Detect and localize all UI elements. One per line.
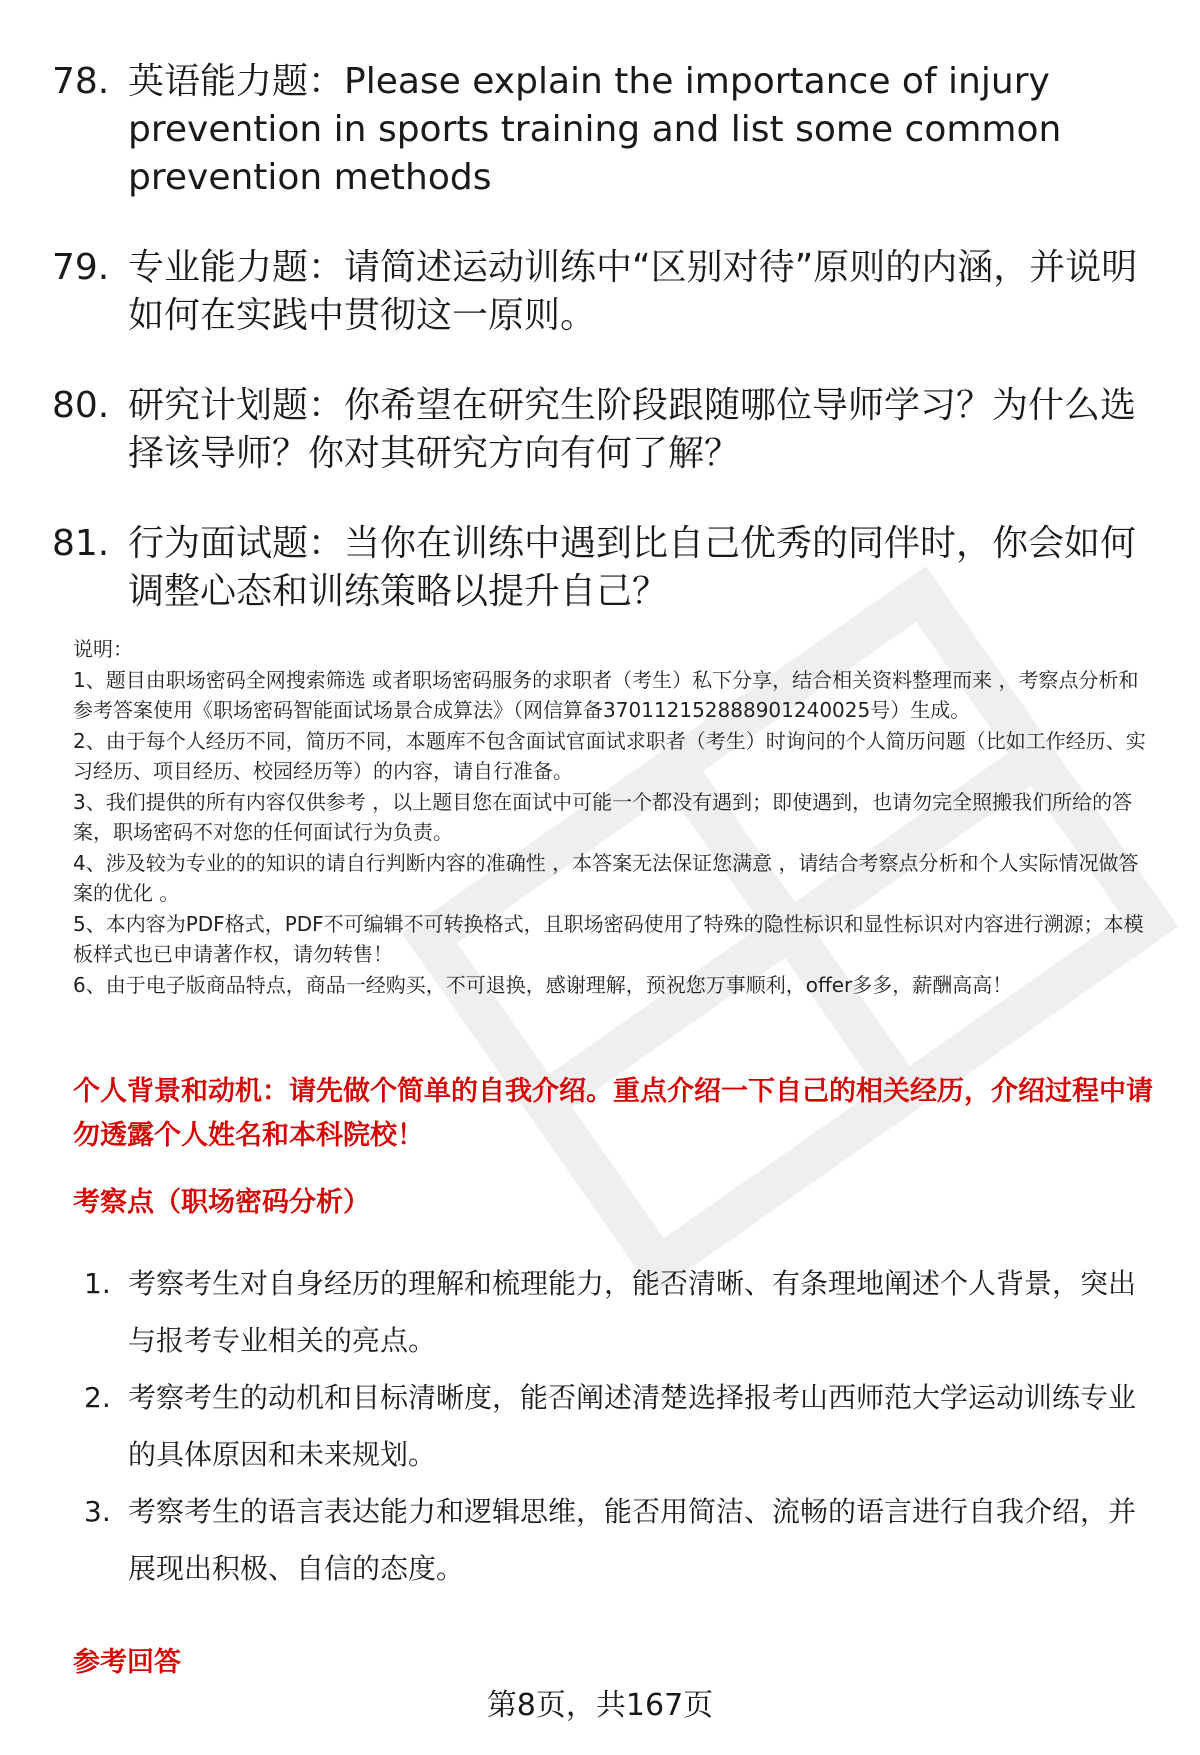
question-item	[52, 58, 1152, 202]
section-question: 个人背景和动机：请先做个简单的自我介绍。重点介绍一下自己的相关经历，介绍过程中请勿透露个人姓名和本科院校！	[73, 1076, 1153, 1151]
question-number: 79.	[52, 247, 110, 288]
analysis-point	[84, 1255, 1154, 1369]
answer-title: 参考回答	[73, 1647, 181, 1678]
note-item: 3、我们提供的所有内容仅供参考 ，以上题目您在面试中可能一个都没有遇到；即使遇到，也请勿完全照搬我们所给的答案，职场密码不对您的任何面试行为负责。	[73, 789, 1133, 844]
point-number: 3.	[84, 1495, 111, 1528]
question-text: 行为面试题：当你在训练中遇到比自己优秀的同伴时，你会如何调整心态和训练策略以提升自己？	[128, 523, 1137, 612]
question-number: 78.	[52, 61, 110, 102]
note-item: 6、由于电子版商品特点，商品一经购买，不可退换，感谢理解，预祝您万事顺利，offer多多，薪酬高高！	[73, 972, 1013, 997]
kaochadian-title: 考察点（职场密码分析）	[73, 1187, 370, 1218]
analysis-point	[84, 1483, 1154, 1597]
question-number: 80.	[52, 385, 110, 426]
analysis-points	[84, 1255, 1154, 1597]
question-item	[52, 520, 1152, 616]
question-text: 英语能力题：Please explain the importance of injury prevention in sports training and list some common prevention methods	[128, 61, 1062, 198]
note-item: 4、涉及较为专业的的知识的请自行判断内容的准确性 ，本答案无法保证您满意 ，请结合考察点分析和个人实际情况做答案的优化 。	[73, 850, 1139, 905]
point-text: 考察考生的语言表达能力和逻辑思维，能否用简洁、流畅的语言进行自我介绍，并展现出积极、自信的态度。	[128, 1495, 1137, 1585]
note-item: 1、题目由职场密码全网搜索筛选 或者职场密码服务的求职者（考生）私下分享，结合相关资料整理而来 ，考察点分析和参考答案使用《职场密码智能面试场景合成算法》（网信算备370112152888901240025号）生成。	[73, 667, 1139, 722]
page-footer: 第8页，共167页	[486, 1688, 714, 1723]
notes-heading: 说明：	[73, 637, 133, 661]
question-text: 专业能力题：请简述运动训练中“区别对待”原则的内涵，并说明如何在实践中贯彻这一原则。	[128, 247, 1138, 336]
point-text: 考察考生的动机和目标清晰度，能否阐述清楚选择报考山西师范大学运动训练专业的具体原因和未来规划。	[128, 1381, 1137, 1471]
note-item: 2、由于每个人经历不同，简历不同，本题库不包含面试官面试求职者（考生）时询问的个人简历问题（比如工作经历、实习经历、项目经历、校园经历等）的内容，请自行准备。	[73, 728, 1146, 783]
point-number: 1.	[84, 1267, 111, 1300]
question-number: 81.	[52, 523, 110, 564]
notes-section	[73, 634, 1158, 1000]
analysis-point	[84, 1369, 1154, 1483]
question-list	[52, 58, 1152, 658]
question-item	[52, 244, 1152, 340]
point-number: 2.	[84, 1381, 111, 1414]
point-text: 考察考生对自身经历的理解和梳理能力，能否清晰、有条理地阐述个人背景，突出与报考专业相关的亮点。	[128, 1267, 1137, 1357]
question-text: 研究计划题：你希望在研究生阶段跟随哪位导师学习？为什么选择该导师？你对其研究方向有何了解？	[128, 385, 1137, 474]
question-item	[52, 382, 1152, 478]
note-item: 5、本内容为PDF格式，PDF不可编辑不可转换格式，且职场密码使用了特殊的隐性标识和显性标识对内容进行溯源；本模板样式也已申请著作权，请勿转售！	[73, 911, 1144, 966]
